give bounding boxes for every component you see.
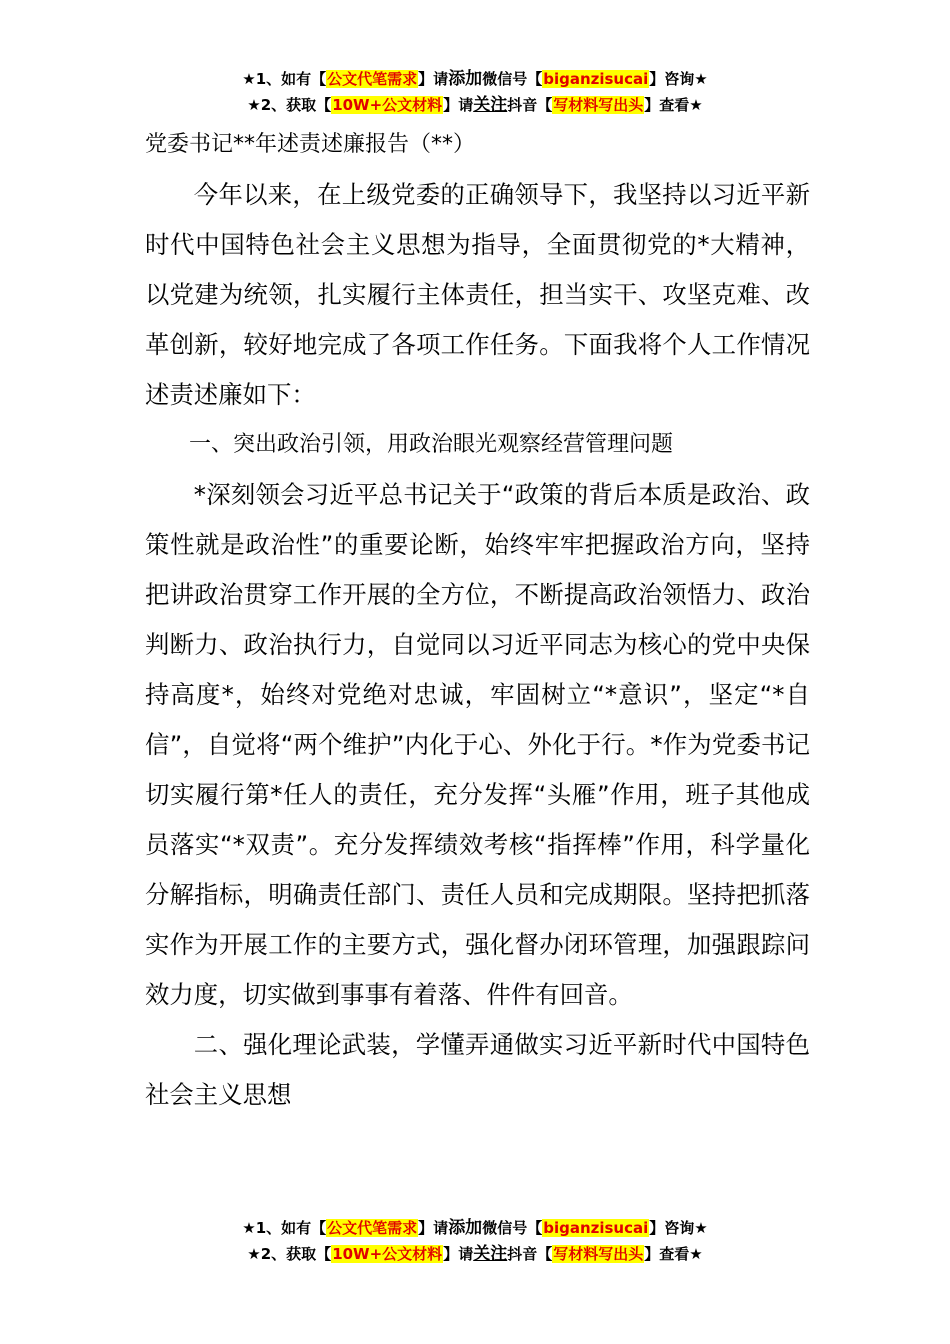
banner-text: 】请 — [418, 70, 449, 88]
banner-text: ★1、如有【 — [242, 1219, 327, 1237]
banner-text: ★1、如有【 — [242, 70, 327, 88]
header-banner — [0, 66, 950, 118]
document-title: 党委书记**年述责述廉报告（**） — [145, 132, 476, 157]
banner-emphasis: 关注 — [473, 1244, 508, 1264]
banner-text: 】查看★ — [644, 96, 703, 114]
banner-douyin-id: 写材料写出头 — [553, 96, 644, 114]
banner-text: ★2、获取【 — [247, 96, 332, 114]
banner-emphasis: 关注 — [473, 95, 508, 115]
banner-text: 】请 — [443, 96, 474, 114]
banner-text: 】请 — [418, 1219, 449, 1237]
banner-text: 微信号【 — [482, 70, 543, 88]
banner-line-1 — [0, 1215, 950, 1241]
document-body — [145, 126, 810, 1120]
banner-text: 抖音【 — [507, 1245, 553, 1263]
banner-emphasis: 添加 — [448, 1218, 483, 1238]
banner-text: 】咨询★ — [649, 70, 708, 88]
banner-douyin-id: 写材料写出头 — [553, 1245, 644, 1263]
body-paragraph: *深刻领会习近平总书记关于“政策的背后本质是政治、政策性就是政治性”的重要论断，始终牢牢把握政治方向，坚持把讲政治贯穿工作开展的全方位，不断提高政治领悟力、政治判断力、政治执行力，自觉同以习近平同志为核心的党中央保持高度*，始终对党绝对忠诚，牢固树立“*意识”，坚定“*自信”，自觉将“两个维护”内化于心、外化于行。*作为党委书记切实履行第*任人的责任，充分发挥“头雁”作用，班子其他成员落实“*双责”。充分发挥绩效考核“指挥棒”作用，科学量化分解指标，明确责任部门、责任人员和完成期限。坚持把抓落实作为开展工作的主要方式，强化督办闭环管理，加强跟踪问效力度，切实做到事事有着落、件件有回音。 — [145, 480, 810, 1009]
banner-text: ★2、获取【 — [247, 1245, 332, 1263]
intro-paragraph: 今年以来，在上级党委的正确领导下，我坚持以习近平新时代中国特色社会主义思想为指导，全面贯彻党的*大精神，以党建为统领，扎实履行主体责任，担当实干、攻坚克难、改革创新，较好地完成了各项工作任务。下面我将个人工作情况述责述廉如下： — [145, 180, 810, 409]
banner-text: 微信号【 — [482, 1219, 543, 1237]
banner-highlight: 公文代笔需求 — [327, 1219, 418, 1237]
banner-text: 】查看★ — [644, 1245, 703, 1263]
footer-banner — [0, 1215, 950, 1267]
banner-wechat-id: biganzisucai — [543, 1219, 649, 1237]
banner-text: 】咨询★ — [649, 1219, 708, 1237]
section-heading-2: 二、强化理论武装，学懂弄通做实习近平新时代中国特色社会主义思想 — [145, 1030, 810, 1109]
banner-highlight: 10W+公文材料 — [332, 96, 443, 114]
banner-line-2 — [0, 92, 950, 118]
banner-highlight: 公文代笔需求 — [327, 70, 418, 88]
banner-wechat-id: biganzisucai — [543, 70, 649, 88]
banner-line-2 — [0, 1241, 950, 1267]
banner-text: 抖音【 — [507, 96, 553, 114]
banner-emphasis: 添加 — [448, 69, 483, 89]
section-heading-1: 一、突出政治引领，用政治眼光观察经营管理问题 — [189, 432, 674, 457]
banner-text: 】请 — [443, 1245, 474, 1263]
banner-line-1 — [0, 66, 950, 92]
banner-highlight: 10W+公文材料 — [332, 1245, 443, 1263]
